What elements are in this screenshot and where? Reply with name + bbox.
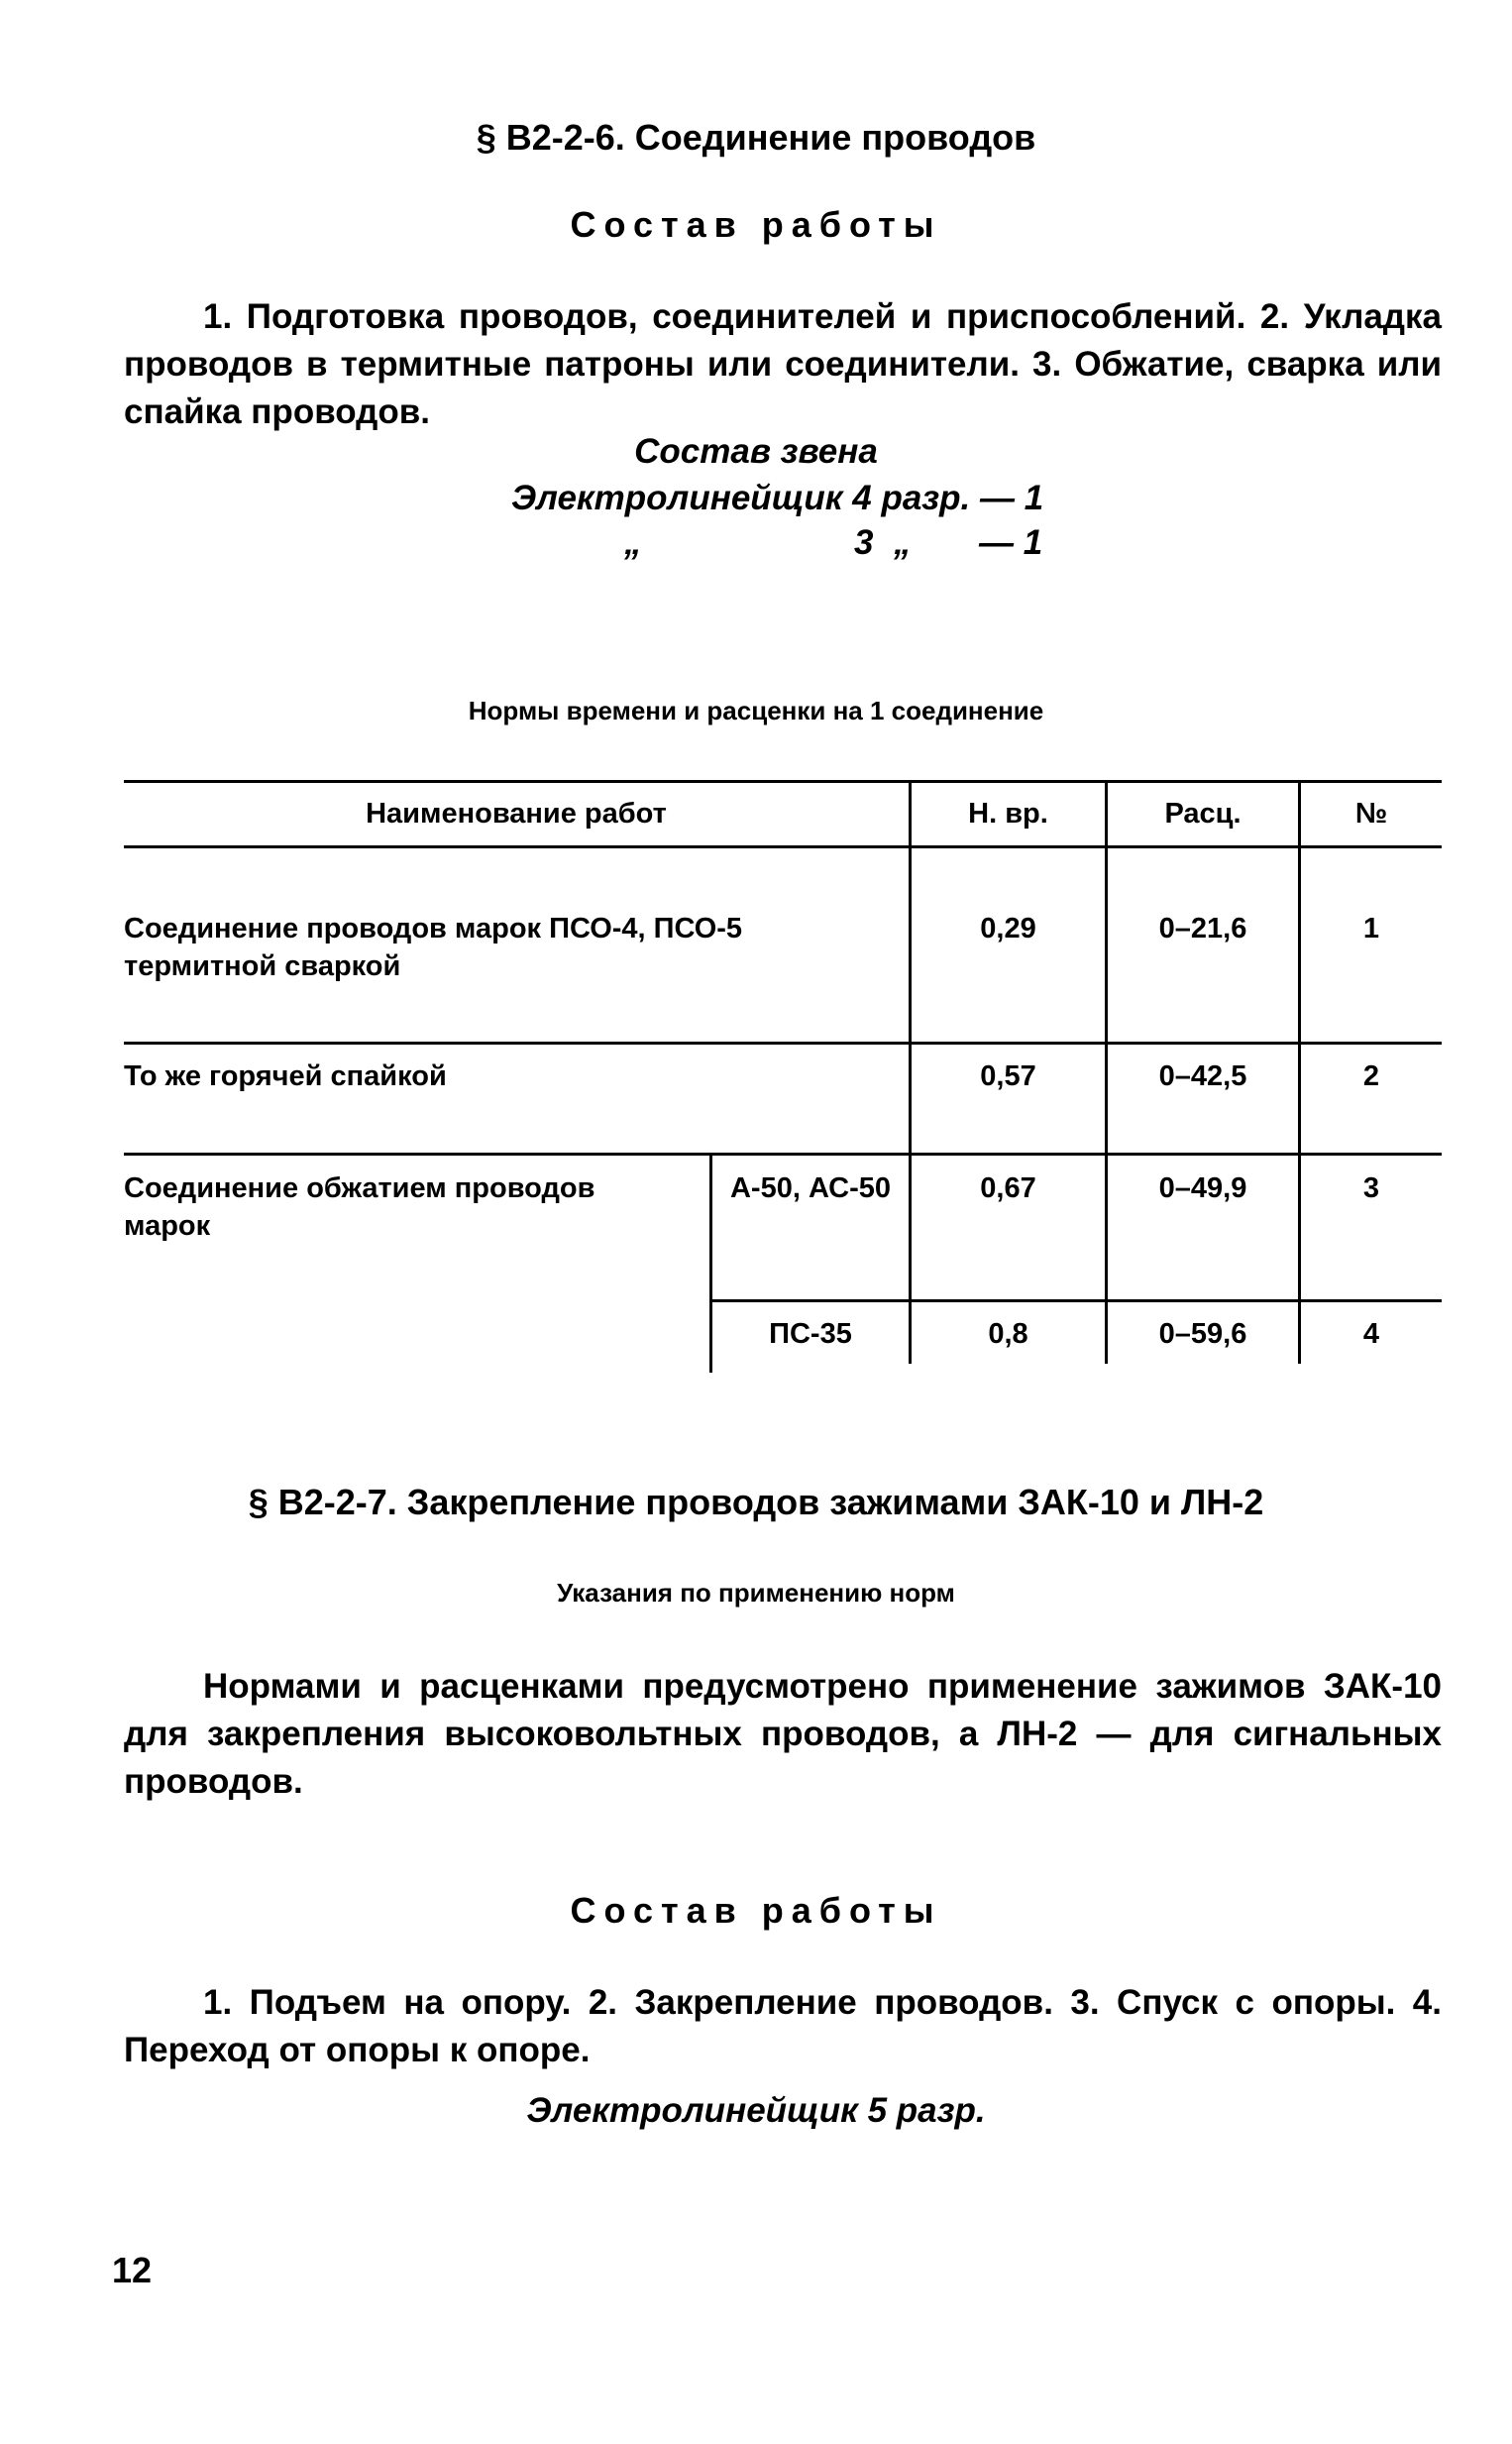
section-title: § В2-2-7. Закрепление проводов зажимами ЗАК-10 и ЛН-2: [248, 1482, 1264, 1522]
header-norm: Н. вр.: [968, 798, 1048, 830]
crew-heading: Состав звена: [634, 432, 878, 471]
table-rule: [124, 1042, 1442, 1045]
work-heading: Состав работы: [570, 204, 942, 245]
table-rule: [124, 845, 1442, 848]
crew-line: Электролинейщик 4 разр. — 1: [511, 479, 1044, 517]
table-title: Нормы времени и расценки на 1 соединение: [468, 696, 1044, 725]
header-rate: Расц.: [1164, 798, 1242, 830]
notes-heading: Указания по применению норм: [557, 1578, 955, 1608]
row-norm: 0,67: [980, 1172, 1036, 1204]
row-norm: 0,57: [980, 1060, 1036, 1092]
row-rate: 0–21,6: [1158, 913, 1247, 944]
row-num: 4: [1362, 1318, 1380, 1350]
row-norm: 0,29: [980, 913, 1036, 944]
table-rule: [124, 1153, 1442, 1156]
row-rate: 0–59,6: [1158, 1318, 1247, 1350]
crew-count: — 1: [979, 523, 1043, 562]
crew-line: Электролинейщик 5 разр.: [526, 2091, 986, 2130]
table-rule: [709, 1299, 1442, 1302]
section-title: § В2-2-6. Соединение проводов: [476, 117, 1036, 158]
row-num: 1: [1362, 913, 1380, 944]
work-heading: Состав работы: [570, 1890, 942, 1931]
work-text: 1. Подготовка проводов, соединителей и приспособлений. 2. Укладка проводов в термитные патроны или соединители. 3. Обжатие, сварка или спайка проводов.: [124, 297, 1442, 431]
header-name: Наименование работ: [366, 798, 667, 830]
row-wire-grade: А-50, АС-50: [729, 1172, 892, 1204]
row-wire-grade: ПС-35: [769, 1318, 852, 1350]
ditto-mark: „: [624, 523, 642, 562]
ditto-mark: „: [894, 523, 912, 562]
notes-text: Нормами и расценками предусмотрено применение зажимов ЗАК-10 для закрепления высоковольтных проводов, а ЛН-2 — для сигнальных проводов.: [124, 1667, 1442, 1801]
row-num: 3: [1362, 1172, 1380, 1204]
page-number: 12: [112, 2250, 153, 2290]
row-rate: 0–49,9: [1158, 1172, 1247, 1204]
header-num: №: [1354, 798, 1388, 830]
row-num: 2: [1362, 1060, 1380, 1092]
row-norm: 0,8: [988, 1318, 1028, 1350]
row-rate: 0–42,5: [1158, 1060, 1247, 1092]
row-name: Соединение проводов марок ПСО-4, ПСО-5 термитной сваркой: [124, 913, 743, 982]
row-name: Соединение обжатием проводов марок: [124, 1172, 595, 1242]
row-name: То же горячей спайкой: [124, 1060, 447, 1092]
work-text: 1. Подъем на опору. 2. Закрепление проводов. 3. Спуск с опоры. 4. Переход от опоры к опоре.: [124, 1983, 1442, 2069]
crew-grade: 3: [854, 523, 874, 562]
table-rule: [124, 780, 1442, 783]
